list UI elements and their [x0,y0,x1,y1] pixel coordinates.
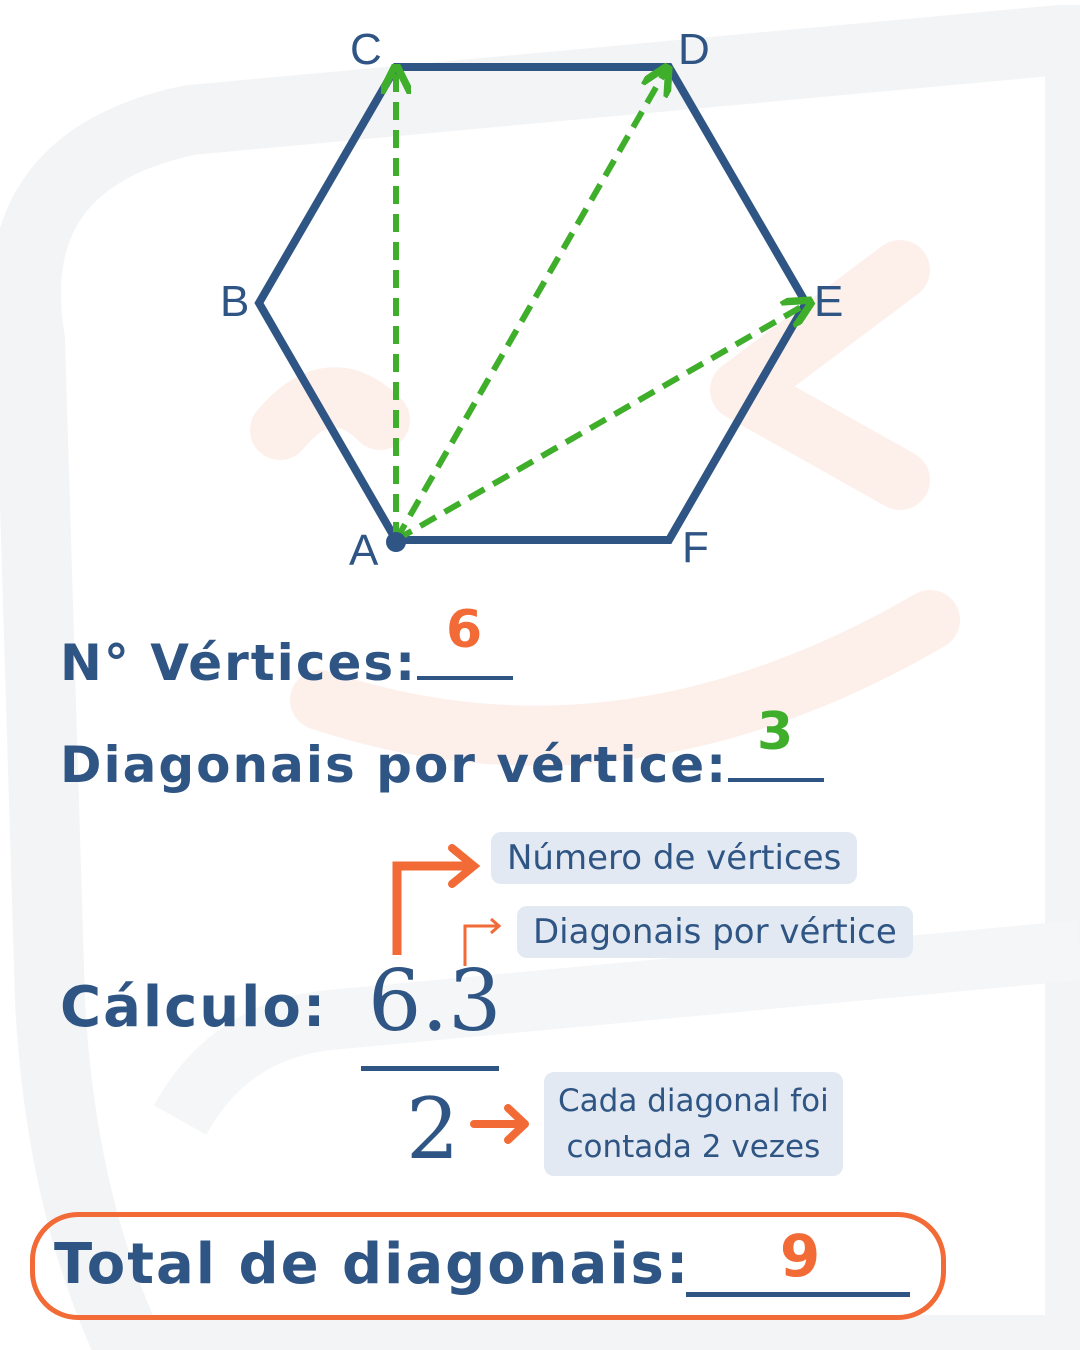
vertices-value: 6 [446,600,485,660]
vertex-label-b: B [220,277,250,326]
hexagon-diagram [0,0,1080,600]
vertex-label-c: C [350,25,382,74]
total-answer-blank [686,1292,910,1297]
diagonal-ae [396,303,808,540]
tag-counted-twice-line1: Cada diagonal foi [558,1083,829,1119]
diagonal-ad [396,70,666,540]
diagonals-label: Diagonais por vértice: [60,736,729,794]
total-label: Total de diagonais: [54,1232,691,1297]
vertex-label-a: A [349,526,379,575]
vertices-label: N° Vértices: [60,634,418,692]
vertex-label-d: D [678,25,710,74]
vertex-label-f: F [682,523,709,572]
vertices-row [60,600,513,692]
tag-number-of-vertices: Número de vértices [491,832,857,884]
vertex-label-e: E [814,277,844,326]
hexagon-outline [259,67,806,540]
diagonals-row [60,702,824,794]
vertex-a-dot [386,532,406,552]
diagonals-answer-blank [728,702,824,782]
tag-counted-twice-line2: contada 2 vezes [566,1129,821,1165]
fraction-denominator: 2 [406,1080,460,1178]
fraction-bar [361,1066,499,1071]
total-value: 9 [779,1222,821,1290]
fraction-numerator: 6.3 [368,952,502,1050]
diagonals-value: 3 [757,702,796,762]
arrow-to-counted-tag [474,1108,525,1140]
tag-diagonals-per-vertex: Diagonais por vértice [517,906,913,958]
vertices-answer-blank [417,600,513,680]
calculation-label: Cálculo: [60,975,328,1040]
